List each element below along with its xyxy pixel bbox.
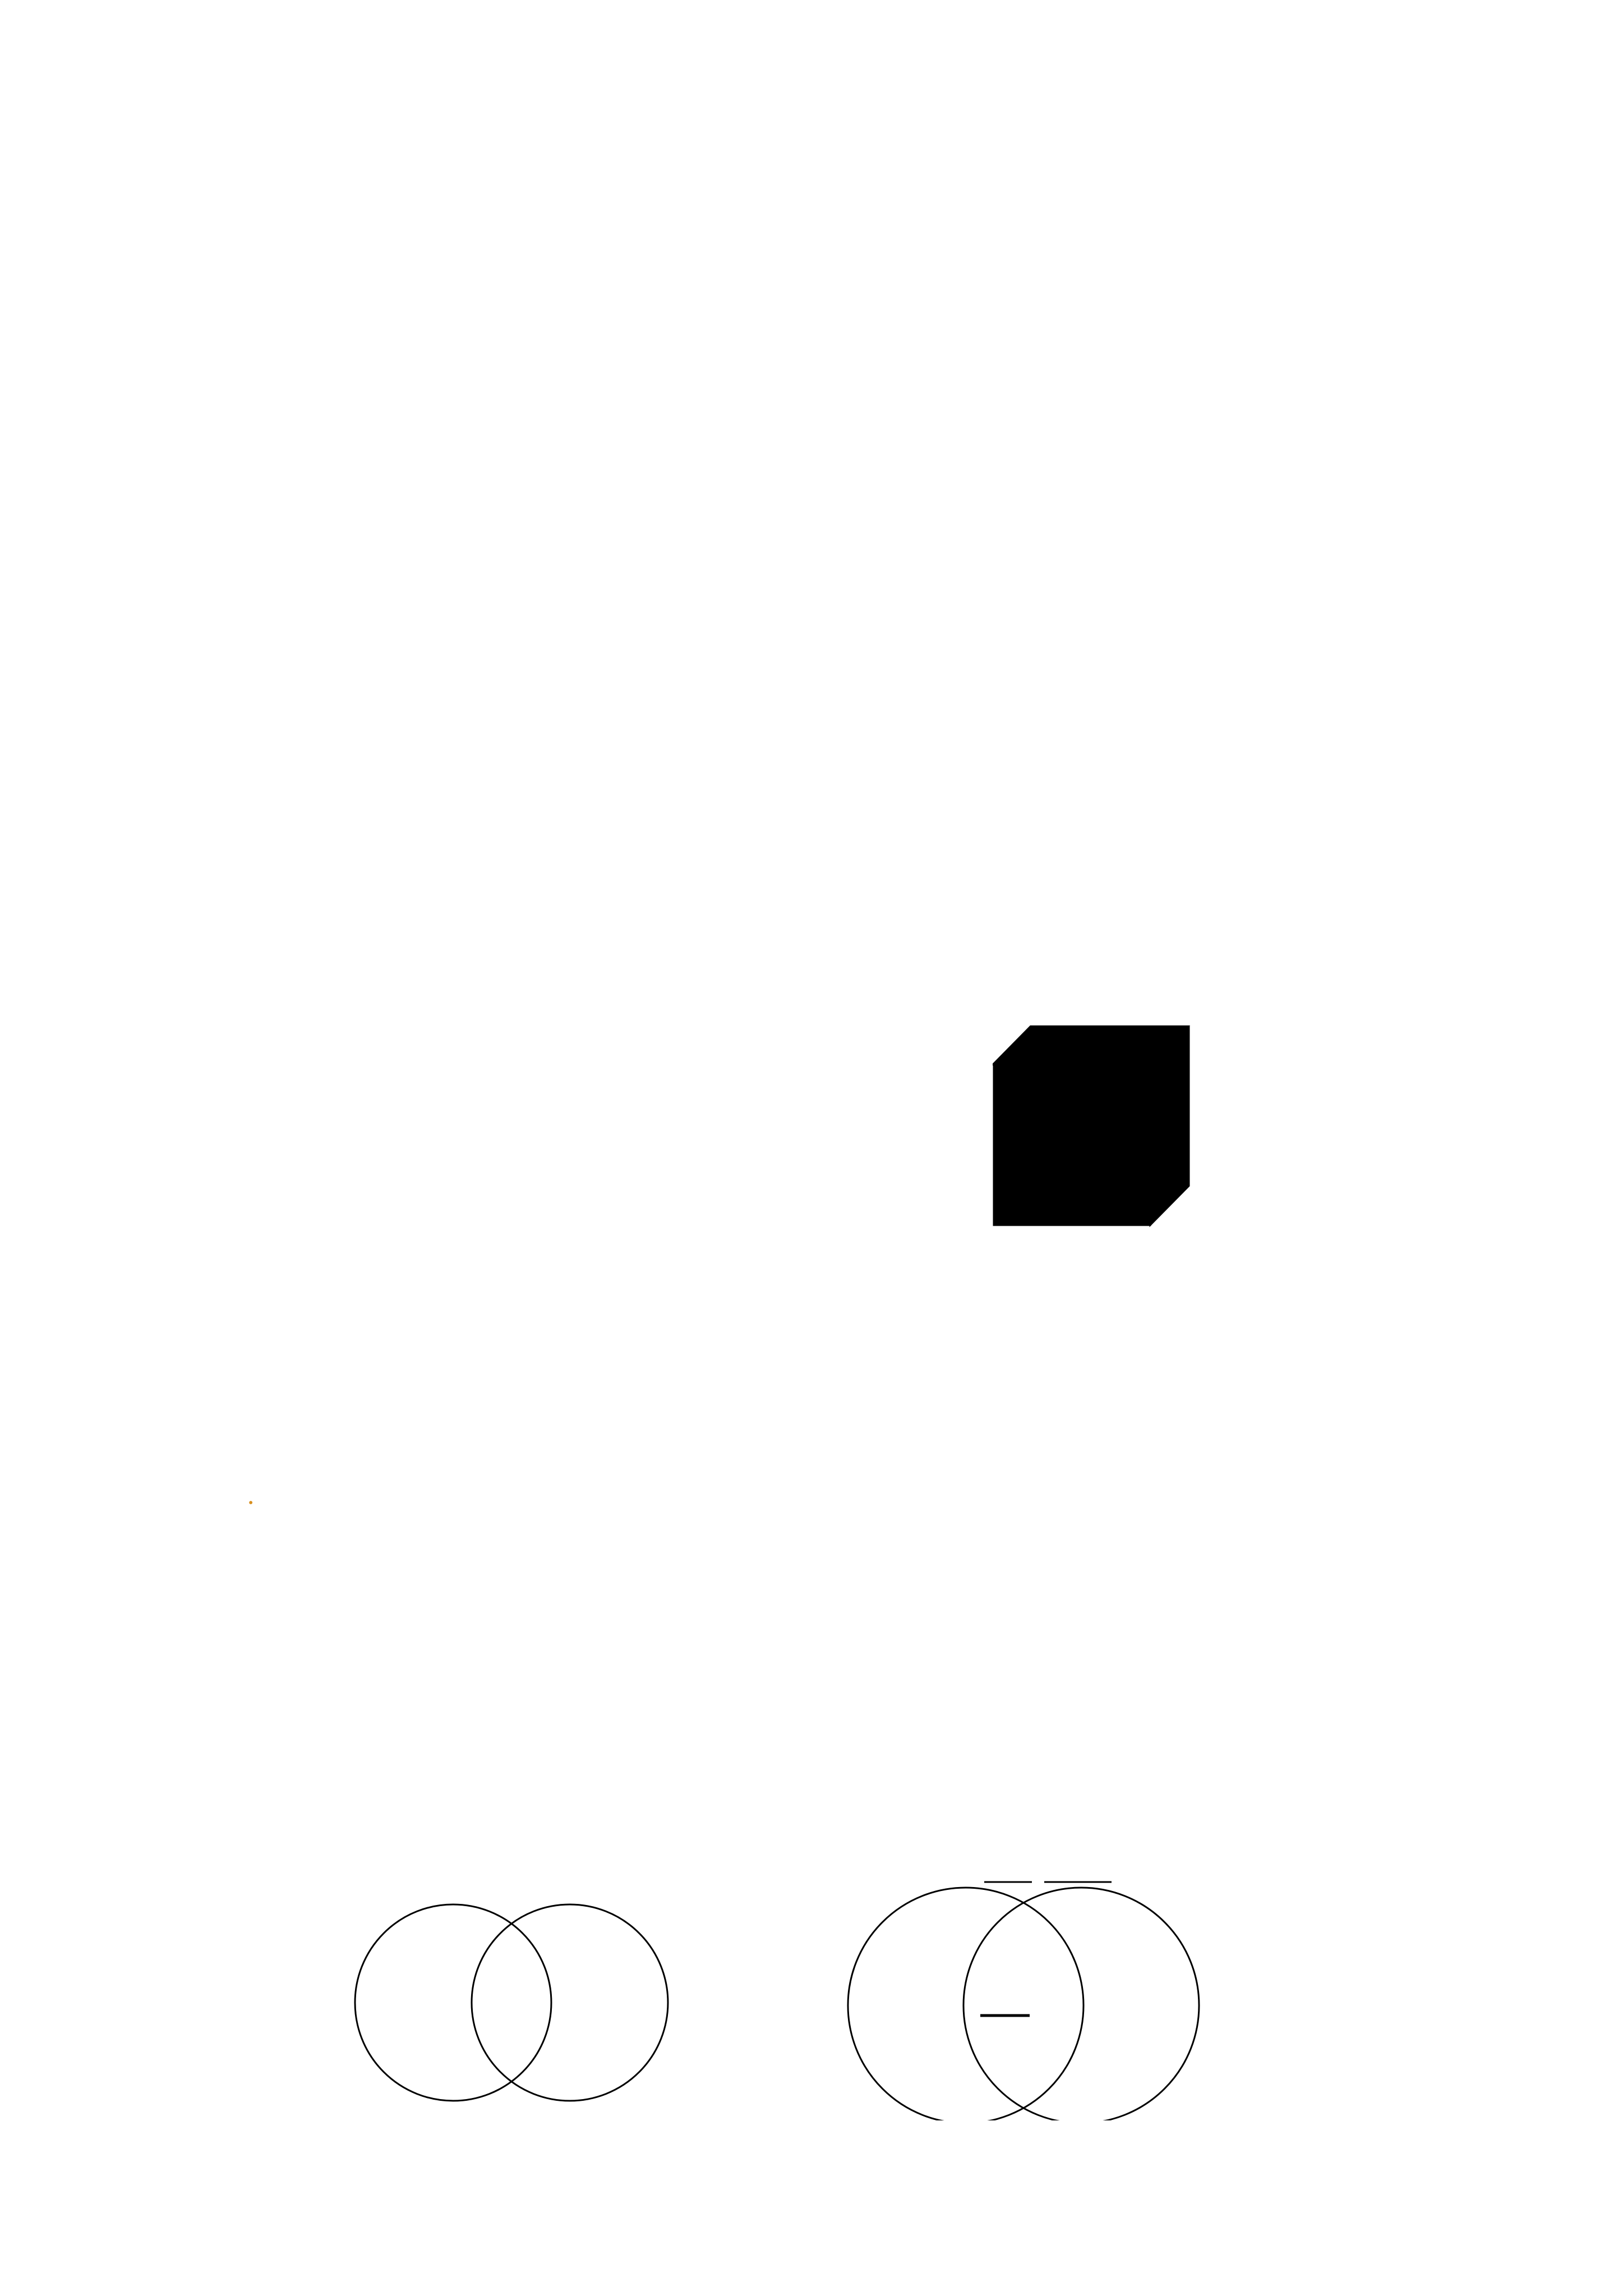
element-cell: [993, 1025, 1192, 1227]
venn-left-circle-a: [355, 1904, 551, 2101]
buffet-q1-stem: .: [247, 1480, 255, 1510]
venn-right-circle-b: [963, 1888, 1199, 2120]
venn-left-circle-b: [472, 1904, 668, 2101]
venn-left: [348, 1851, 684, 2120]
venn-right-circles: [841, 1851, 1245, 2120]
venn-left-circles: [348, 1851, 684, 2120]
venn-right: [841, 1851, 1245, 2120]
element-cell-box: [993, 1025, 1192, 1227]
venn-right-circle-a: [848, 1888, 1083, 2120]
element-cell-face: [994, 1065, 1150, 1225]
